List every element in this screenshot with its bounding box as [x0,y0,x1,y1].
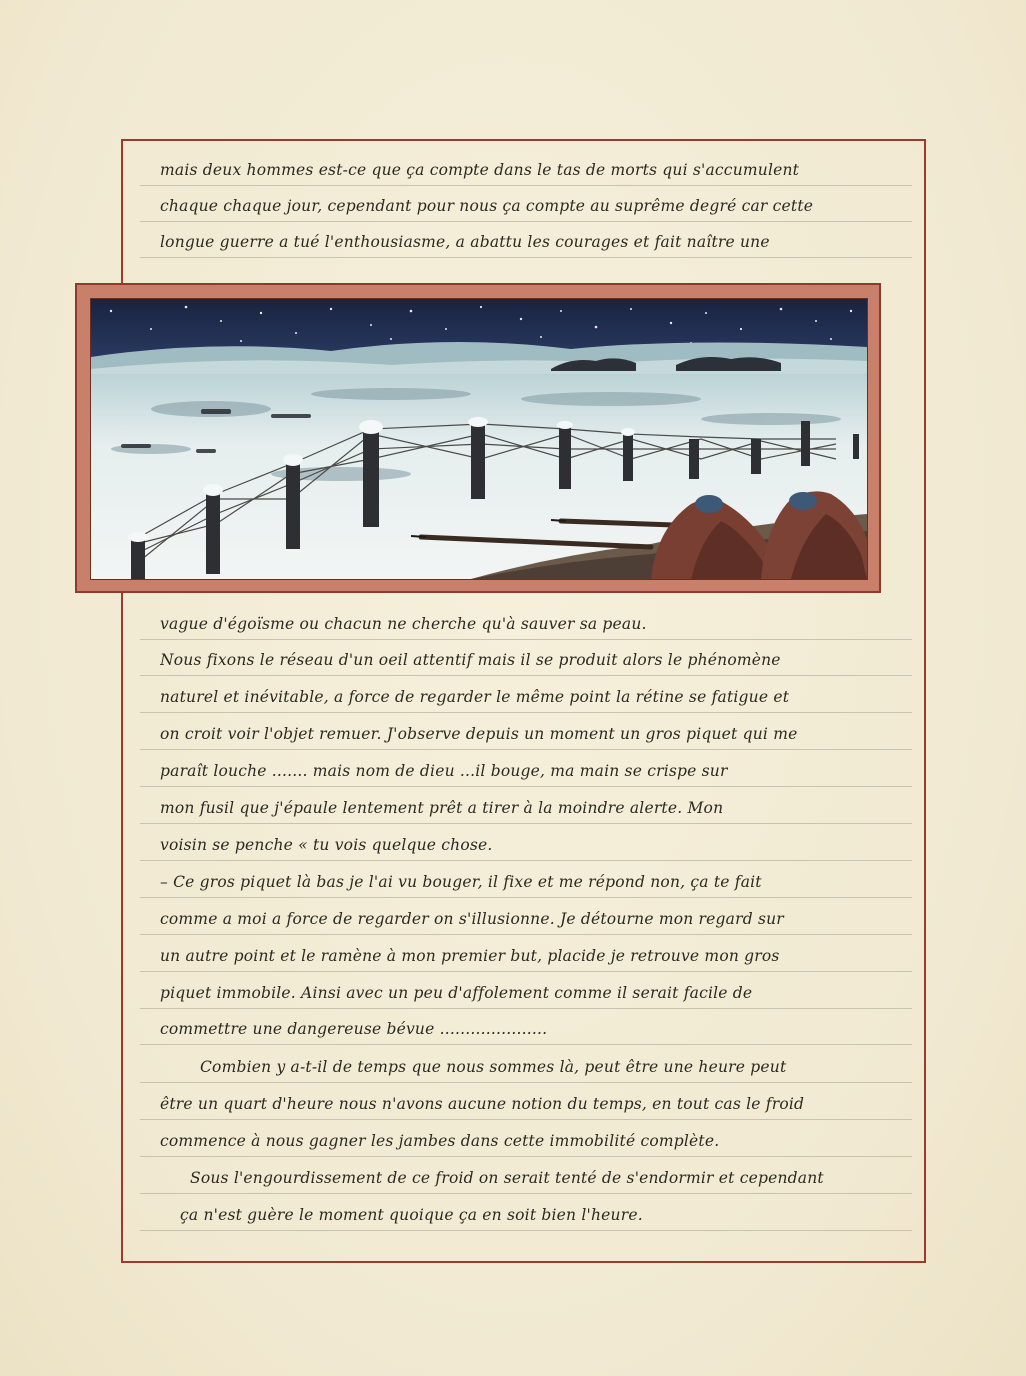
text-line-14: être un quart d'heure nous n'avons aucune notion du temps, en tout cas le froid [160,1095,805,1113]
text-line-11: piquet immobile. Ainsi avec un peu d'affolement comme il serait facile de [160,984,753,1002]
text-line-6: mon fusil que j'épaule lentement prêt a tirer à la moindre alerte. Mon [160,799,724,817]
text-line-8: – Ce gros piquet là bas je l'ai vu bouger, il fixe et me répond non, ça te fait [160,873,762,891]
text-line-5: paraît louche ....... mais nom de dieu ...il bouge, ma main se crispe sur [160,762,728,780]
text-line-7: voisin se penche « tu vois quelque chose. [160,836,493,854]
text-line-16: Sous l'engourdissement de ce froid on serait tenté de s'endormir et cependant [190,1169,824,1187]
illustration-frame [75,283,881,593]
text-line-top-1: mais deux hommes est-ce que ça compte dans le tas de morts qui s'accumulent [160,161,800,179]
text-line-17: ça n'est guère le moment quoique ça en soit bien l'heure. [180,1206,643,1224]
text-line-1: vague d'égoïsme ou chacun ne cherche qu'à sauver sa peau. [160,615,647,633]
text-line-2: Nous fixons le réseau d'un oeil attentif mais il se produit alors le phénomène [160,651,781,669]
text-line-13: Combien y a-t-il de temps que nous sommes là, peut être une heure peut [200,1058,787,1076]
text-line-top-2: chaque chaque jour, cependant pour nous ça compte au suprême degré car cette [160,197,814,215]
snow-night-illustration [90,298,868,580]
text-line-3: naturel et inévitable, a force de regarder le même point la rétine se fatigue et [160,688,790,706]
text-line-9: comme a moi a force de regarder on s'illusionne. Je détourne mon regard sur [160,910,784,928]
text-line-15: commence à nous gagner les jambes dans cette immobilité complète. [160,1132,720,1150]
text-line-12: commettre une dangereuse bévue ..................... [160,1020,548,1038]
text-line-10: un autre point et le ramène à mon premier but, placide je retrouve mon gros [160,947,780,965]
text-line-top-3: longue guerre a tué l'enthousiasme, a abattu les courages et fait naître une [160,233,770,251]
text-line-4: on croit voir l'objet remuer. J'observe depuis un moment un gros piquet qui me [160,725,798,743]
